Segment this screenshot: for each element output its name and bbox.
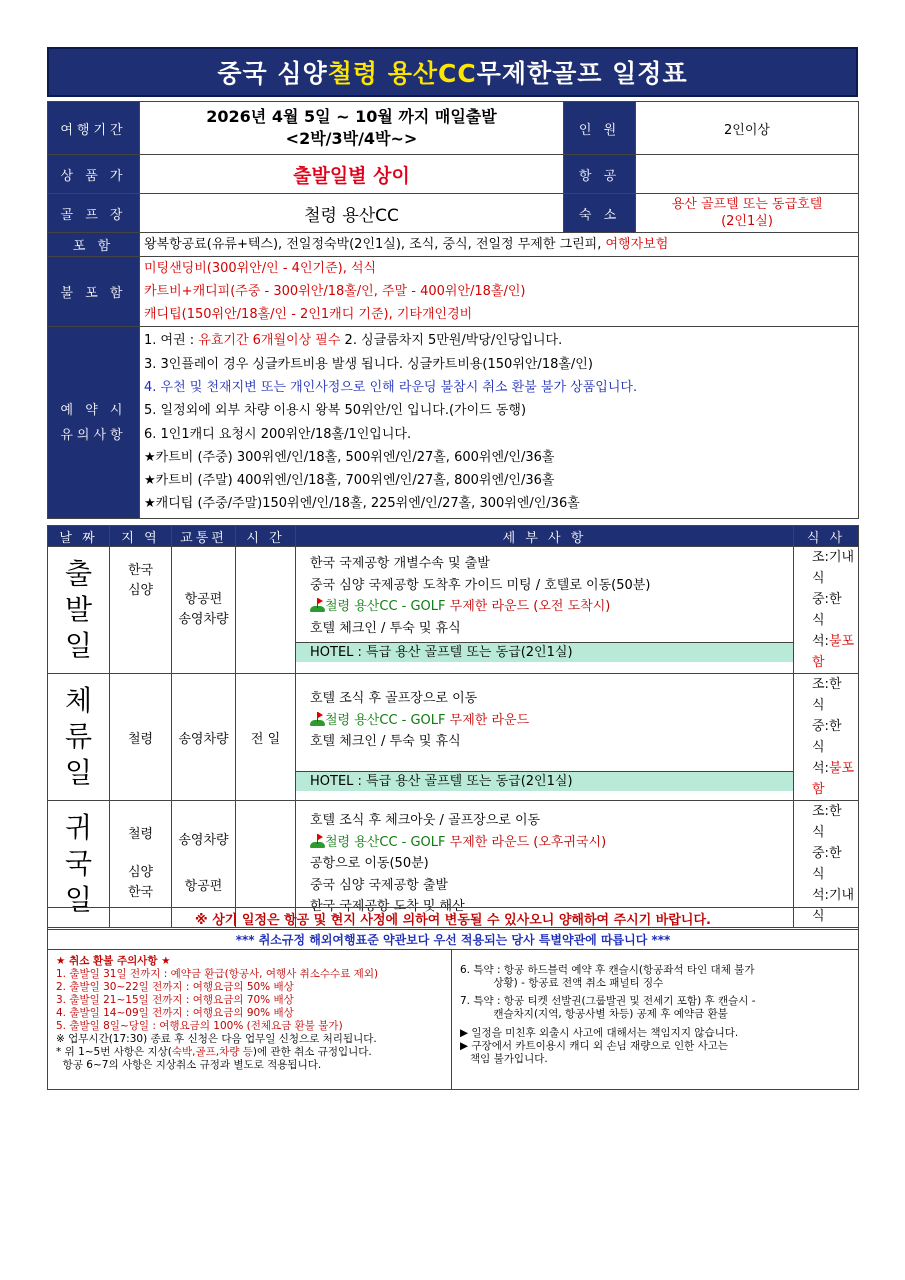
detail-line: 호텔 체크인 / 투숙 및 휴식 bbox=[310, 734, 461, 749]
hotel-bar: HOTEL : 특급 용산 골프텔 또는 동급(2인1실) bbox=[296, 642, 793, 662]
detail-line: 중국 심양 국제공항 출발 bbox=[310, 877, 448, 893]
title-part2: 무제한골프 일정표 bbox=[476, 59, 688, 88]
term-line: ▶ 일정을 미친후 외출시 사고에 대해서는 책임지지 않습니다. bbox=[460, 1027, 739, 1039]
transport-name: 항공편 bbox=[184, 592, 223, 607]
region bbox=[110, 547, 172, 674]
price-value: 출발일별 상이 bbox=[140, 155, 564, 194]
meal-breakfast: 조:기내식 bbox=[812, 550, 855, 586]
cancel-line: 5. 출발일 8일~당일 : 여행요금의 100% (전체요금 환불 불가) bbox=[56, 1020, 343, 1032]
note-1-rest: 2. 싱글룸차지 5만원/박당/인당입니다. bbox=[340, 333, 563, 349]
reservation-notes bbox=[140, 327, 859, 519]
time bbox=[236, 547, 296, 674]
exclude-line: 캐디팁(150위안/18홀/인 - 2인1캐디 기준), 기타개인경비 bbox=[144, 307, 473, 322]
price-label: 상 품 가 bbox=[48, 155, 140, 194]
golf-course-label: 골 프 장 bbox=[48, 194, 140, 233]
meal-dinner-label: 석: bbox=[812, 634, 829, 649]
meals bbox=[794, 674, 859, 801]
cancellation-policy-notice: *** 취소규정 해외여행표준 약관보다 우선 적용되는 당사 특별약관에 따릅니다 *** bbox=[48, 930, 859, 950]
transport-name: 송영차량 bbox=[178, 833, 229, 848]
day-char: 류 bbox=[64, 720, 93, 753]
airline-label: 항 공 bbox=[564, 155, 636, 194]
period-label: 여행기간 bbox=[48, 102, 140, 155]
cancel-note bbox=[56, 1046, 443, 1059]
hotel-value-line2: (2인1실) bbox=[721, 214, 773, 229]
header-meals: 식 사 bbox=[794, 526, 859, 547]
time: 전 일 bbox=[236, 674, 296, 801]
golf-course: 철령 용산CC - GOLF bbox=[325, 834, 450, 850]
golf-flag-icon bbox=[310, 712, 325, 726]
schedule-row bbox=[48, 547, 859, 674]
note-3: 3. 3인플레이 경우 싱글카트비용 발생 됩니다. 싱글카트비용(150위안/18홀/인) bbox=[144, 356, 593, 372]
detail-line: 호텔 체크인 / 투숙 및 휴식 bbox=[310, 620, 461, 636]
hotel-label: 숙 소 bbox=[564, 194, 636, 233]
header-date: 날 짜 bbox=[48, 526, 110, 547]
cancel-note-text: * 위 1~5번 사항은 지상( bbox=[56, 1046, 172, 1058]
golf-round: 무제한 라운드 (오후귀국시) bbox=[449, 834, 607, 850]
period-line1: 2026년 4월 5일 ~ 10월 까지 매일출발 bbox=[206, 107, 497, 126]
meals bbox=[794, 547, 859, 674]
schedule-table bbox=[47, 525, 859, 928]
meal-dinner-label: 석: bbox=[812, 761, 829, 776]
region: 철령 bbox=[110, 674, 172, 801]
meal-dinner bbox=[794, 758, 858, 800]
day-details bbox=[296, 547, 794, 674]
region-name: 철령 bbox=[127, 827, 154, 842]
meal-excluded: 불포함 bbox=[812, 761, 855, 797]
day-label bbox=[48, 674, 110, 801]
meal-lunch: 중:한 식 bbox=[812, 592, 842, 628]
cancel-note-highlight: 숙박,골프,차량 등 bbox=[171, 1046, 253, 1058]
meal-breakfast: 조:한 식 bbox=[812, 677, 842, 713]
hotel-value bbox=[636, 194, 859, 233]
cancel-note-text: )에 관한 취소 규정입니다. bbox=[252, 1046, 372, 1058]
note-1 bbox=[140, 329, 858, 352]
day-char: 일 bbox=[64, 883, 93, 916]
meal-lunch: 중:한 식 bbox=[812, 846, 842, 882]
exclude-line: 카트비+캐디피(주중 - 300위안/18홀/인, 주말 - 400위안/18홀/인) bbox=[144, 284, 526, 299]
exclude-value bbox=[140, 257, 859, 327]
golf-line bbox=[296, 832, 793, 854]
golf-line bbox=[296, 710, 793, 732]
day-char: 귀 bbox=[64, 811, 93, 844]
golf-course-value: 철령 용산CC bbox=[140, 194, 564, 233]
golf-course: 철령 용산CC - GOLF bbox=[325, 712, 450, 728]
include-text: 왕복항공료(유류+텍스), 전일정숙박(2인1실), 조식, 중식, 전일정 무제한 그린피, bbox=[144, 237, 606, 252]
cancel-line: 3. 출발일 21~15일 전까지 : 여행요금의 70% 배상 bbox=[56, 994, 294, 1006]
note-1-prefix: 1. 여권 : bbox=[144, 333, 199, 349]
note-5: 5. 일정외에 외부 차량 이용시 왕복 50위안/인 입니다.(가이드 동행) bbox=[144, 403, 527, 419]
day-char: 국 bbox=[64, 847, 93, 880]
note-1-passport: 유효기간 6개월이상 필수 bbox=[198, 333, 341, 349]
special-terms bbox=[452, 950, 859, 1090]
cancel-line: 1. 출발일 31일 전까지 : 예약금 환급(항공사, 여행사 취소수수료 제외) bbox=[56, 968, 379, 980]
cancellation-rules bbox=[48, 950, 452, 1090]
cancel-line: 2. 출발일 30~22일 전까지 : 여행요금의 50% 배상 bbox=[56, 981, 294, 993]
detail-line: 공항으로 이동(50분) bbox=[310, 856, 429, 872]
detail-line: 호텔 조식 후 골프장으로 이동 bbox=[310, 691, 478, 706]
golf-flag-icon bbox=[310, 834, 325, 848]
header-region: 지 역 bbox=[110, 526, 172, 547]
title-highlight: 철령 용산CC bbox=[327, 59, 477, 88]
meal-lunch: 중:한 식 bbox=[812, 719, 842, 755]
meal-excluded: 불포함 bbox=[812, 634, 855, 670]
star-note: ★캐디팁 (주중/주말)150위엔/인/18홀, 225위엔/인/27홀, 300위엔/인/36홀 bbox=[144, 496, 580, 512]
people-value: 2인이상 bbox=[636, 102, 859, 155]
title-part1: 중국 심양 bbox=[217, 59, 328, 88]
header-details: 세 부 사 항 bbox=[296, 526, 794, 547]
cancel-title: ★ 취소 환불 주의사항 ★ bbox=[56, 955, 171, 967]
schedule-row bbox=[48, 674, 859, 801]
day-label bbox=[48, 547, 110, 674]
period-value bbox=[140, 102, 564, 155]
hotel-bar: HOTEL : 특급 용산 골프텔 또는 동급(2인1실) bbox=[296, 771, 793, 791]
term-line: 상황) - 항공료 전액 취소 패널티 징수 bbox=[460, 977, 664, 989]
term-line: 6. 특약 : 항공 하드블럭 예약 후 캔슬시(항공좌석 타인 대체 불가 bbox=[460, 964, 755, 976]
airline-value bbox=[636, 155, 859, 194]
cancel-line: 4. 출발일 14~09일 전까지 : 여행요금의 90% 배상 bbox=[56, 1007, 294, 1019]
region-name: 심양 bbox=[127, 583, 154, 598]
exclude-line: 미팅샌딩비(300위안/인 - 4인기준), 석식 bbox=[144, 261, 377, 276]
golf-course: 철령 용산CC - GOLF bbox=[325, 599, 450, 614]
schedule-change-notice: ※ 상기 일정은 항공 및 현지 사정에 의하여 변동될 수 있사오니 양해하여 주시기 바랍니다. bbox=[48, 908, 859, 930]
term-line: 캔슬차지(지역, 항공사별 차등) 공제 후 예약금 환불 bbox=[460, 1008, 728, 1020]
day-details bbox=[296, 674, 794, 801]
period-line2: <2박/3박/4박~> bbox=[285, 129, 418, 148]
detail-line: 중국 심양 국제공항 도착후 가이드 미팅 / 호텔로 이동(50분) bbox=[310, 577, 651, 593]
day-char: 체 bbox=[64, 684, 93, 717]
golf-line bbox=[296, 596, 793, 618]
star-note: ★카트비 (주중) 300위엔/인/18홀, 500위엔/인/27홀, 600위엔/인/36홀 bbox=[144, 449, 555, 465]
day-char: 일 bbox=[64, 629, 93, 662]
notes-label bbox=[48, 327, 140, 519]
hotel-value-line1: 용산 골프텔 또는 동급호텔 bbox=[671, 197, 823, 212]
transport bbox=[172, 547, 236, 674]
transport-name: 항공편 bbox=[184, 879, 223, 894]
term-line: 책임 불가입니다. bbox=[460, 1053, 548, 1065]
meal-breakfast: 조:한 식 bbox=[812, 804, 842, 840]
golf-round: 무제한 라운드 (오전 도착시) bbox=[449, 599, 611, 614]
transport: 송영차량 bbox=[172, 674, 236, 801]
note-6: 6. 1인1캐디 요청시 200위안/18홀/1인입니다. bbox=[144, 426, 412, 442]
star-note: ★카트비 (주말) 400위엔/인/18홀, 700위엔/인/27홀, 800위엔/인/36홀 bbox=[144, 473, 555, 489]
term-line: ▶ 구장에서 카트이용시 캐디 외 손님 재량으로 인한 사고는 bbox=[460, 1040, 729, 1052]
trip-info-table bbox=[47, 101, 859, 519]
footer-notes-table bbox=[47, 907, 859, 1090]
include-label: 포 함 bbox=[48, 233, 140, 257]
meal-dinner: 석:기내식 bbox=[812, 888, 855, 924]
region-name: 한국 bbox=[127, 885, 154, 900]
transport-name: 송영차량 bbox=[178, 612, 229, 627]
meal-dinner bbox=[794, 631, 858, 673]
cancel-note: 항공 6~7의 사항은 지상취소 규정과 별도로 적용됩니다. bbox=[56, 1059, 322, 1071]
include-value bbox=[140, 233, 859, 257]
include-insurance: 여행자보험 bbox=[605, 237, 669, 252]
notes-label-line1: 예 약 시 bbox=[60, 402, 127, 418]
day-char: 일 bbox=[64, 756, 93, 789]
header-time: 시 간 bbox=[236, 526, 296, 547]
page-title bbox=[47, 47, 858, 97]
note-4: 4. 우천 및 천재지변 또는 개인사정으로 인해 라운딩 불참시 취소 환불 불가 상품입니다. bbox=[144, 379, 638, 395]
header-transport: 교통편 bbox=[172, 526, 236, 547]
exclude-label: 불 포 함 bbox=[48, 257, 140, 327]
day-char: 발 bbox=[64, 593, 93, 626]
notes-label-line2: 유의사항 bbox=[60, 427, 127, 443]
detail-line: 한국 국제공항 개별수속 및 출발 bbox=[310, 556, 490, 571]
region-name: 한국 bbox=[127, 563, 154, 578]
detail-line: 한국 국제공항 도착 및 해산 bbox=[310, 899, 465, 915]
region-name: 심양 bbox=[127, 865, 154, 880]
day-char: 출 bbox=[64, 557, 93, 590]
cancel-note: ※ 업무시간(17:30) 종료 후 신청은 다음 업무일 신청으로 처리됩니다. bbox=[56, 1033, 377, 1045]
people-label: 인 원 bbox=[564, 102, 636, 155]
golf-flag-icon bbox=[310, 598, 325, 612]
golf-round: 무제한 라운드 bbox=[449, 712, 530, 728]
detail-line: 호텔 조식 후 체크아웃 / 골프장으로 이동 bbox=[310, 813, 541, 829]
term-line: 7. 특약 : 항공 티켓 선발권(그룹발권 및 전세기 포함) 후 캔슬시 - bbox=[460, 995, 756, 1007]
